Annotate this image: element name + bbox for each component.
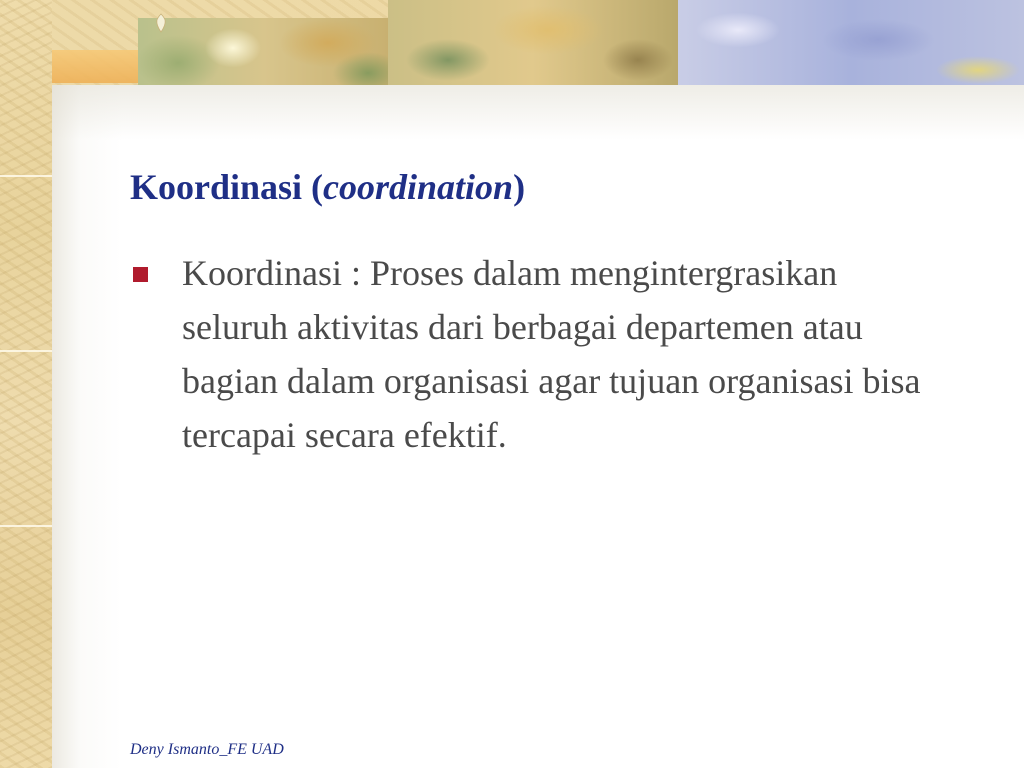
slide-title-italic: coordination — [323, 167, 514, 207]
header-image-autumn — [388, 0, 678, 85]
left-decorative-strip — [0, 0, 52, 768]
leaf-icon — [150, 12, 172, 34]
slide-title — [130, 166, 525, 208]
top-shadow — [52, 85, 1024, 140]
bullet-text: Koordinasi : Proses dalam mengintergrasikan seluruh aktivitas dari berbagai departemen atau bagian dalam organisasi agar tujuan organisasi bisa tercapai secara efektif. — [182, 253, 921, 455]
slide-title-close: ) — [513, 167, 526, 207]
bullet-item — [130, 246, 950, 462]
bullet-list — [130, 246, 950, 462]
header-image-sky — [678, 0, 1024, 85]
strip-seam — [0, 525, 52, 527]
slide-title-main: Koordinasi ( — [130, 167, 324, 207]
slide-footer: Deny Ismanto_FE UAD — [130, 741, 284, 758]
strip-seam — [0, 350, 52, 352]
square-bullet-icon — [133, 267, 148, 282]
strip-seam — [0, 175, 52, 177]
left-shadow — [52, 85, 122, 768]
header-image-leaves — [138, 18, 390, 85]
